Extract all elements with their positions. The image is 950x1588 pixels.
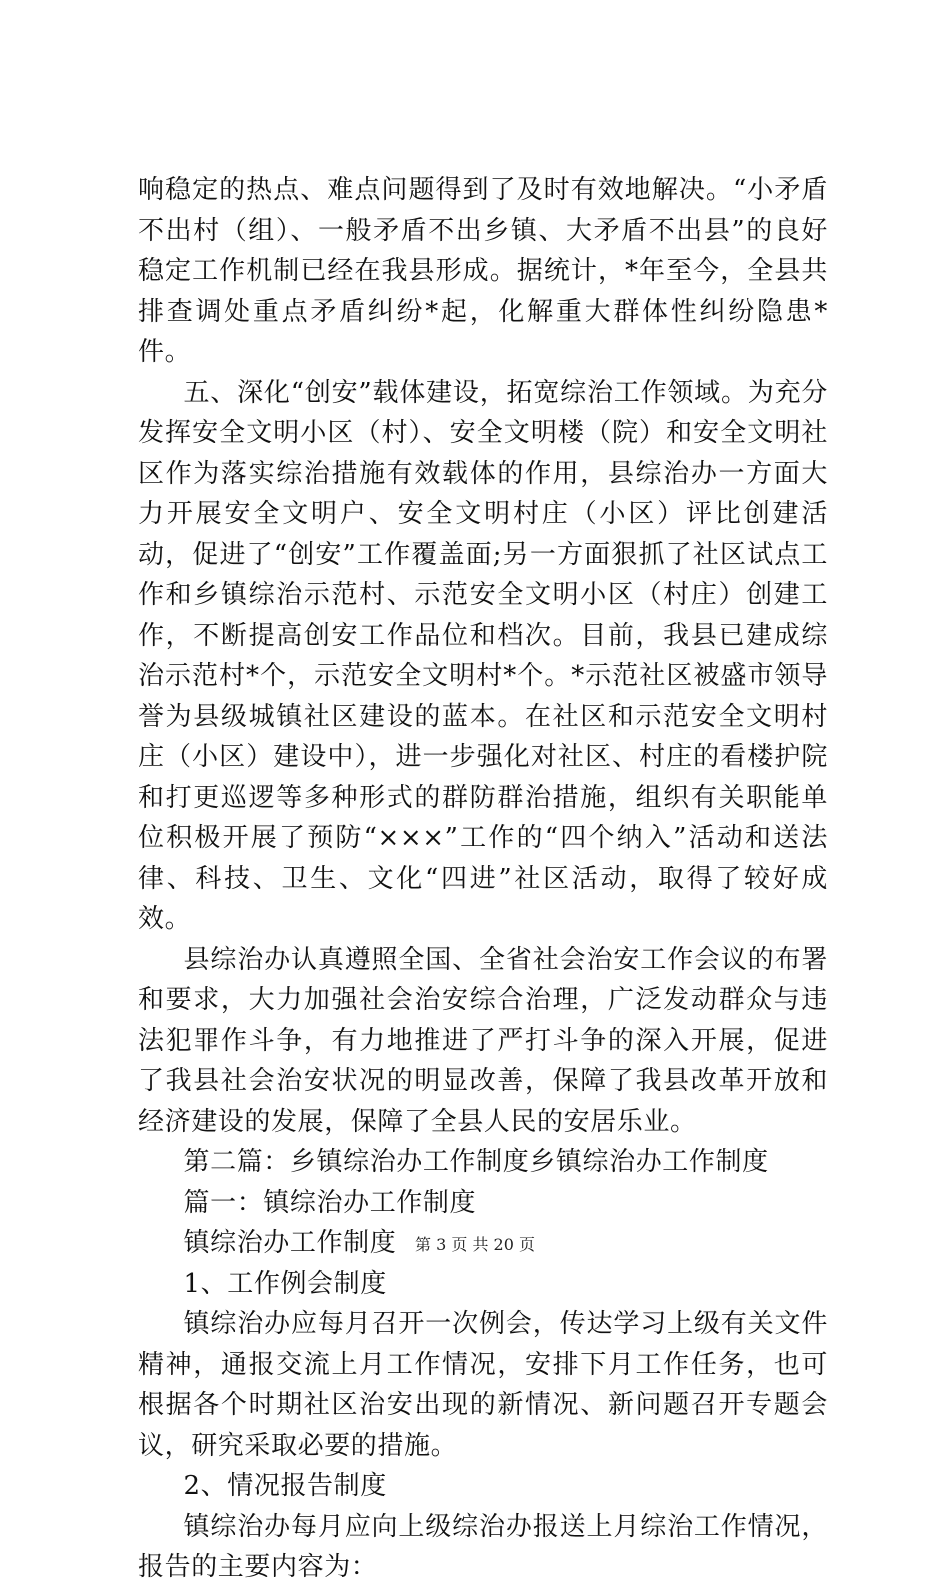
heading-chapter-one: 篇一：镇综治办工作制度 xyxy=(183,1187,477,1218)
paragraph-continuation: 响稳定的热点、难点问题得到了及时有效地解决。“小矛盾不出村（组）、一般矛盾不出乡镇、大矛盾不出县”的良好稳定工作机制已经在我县形成。据统计，*年至今，全县共排查调处重点矛盾纠纷*起，化解重大群体性纠纷隐患*件。 xyxy=(138,175,828,367)
document-body xyxy=(138,170,828,1588)
paragraph-meeting-system: 镇综治办应每月召开一次例会，传达学习上级有关文件精神，通报交流上月工作情况，安排下月工作任务，也可根据各个时期社区治安出现的新情况、新问题召开专题会议，研究采取必要的措施。 xyxy=(138,1309,828,1461)
heading-system-title: 镇综治办工作制度 xyxy=(183,1228,397,1258)
paragraph-section-five: 五、深化“创安”载体建设，拓宽综治工作领域。为充分发挥安全文明小区（村）、安全文明楼（院）和安全文明社区作为落实综治措施有效载体的作用，县综治办一方面大力开展安全文明户、安全文明村庄（小区）评比创建活动，促进了“创安”工作覆盖面;另一方面狠抓了社区试点工作和乡镇综治示范村、示范安全文明小区（村庄）创建工作，不断提高创安工作品位和档次。目前，我县已建成综治示范村*个，示范安全文明村*个。*示范社区被盛市领导誉为县级城镇社区建设的蓝本。在社区和示范安全文明村庄（小区）建设中），进一步强化对社区、村庄的看楼护院和打更巡逻等多种形式的群防群治措施，组织有关职能单位积极开展了预防“×××”工作的“四个纳入”活动和送法律、科技、卫生、文化“四进”社区活动，取得了较好成效。 xyxy=(138,377,828,934)
heading-report-system: 2、情况报告制度 xyxy=(183,1471,387,1501)
heading-part-two: 第二篇：乡镇综治办工作制度乡镇综治办工作制度 xyxy=(183,1147,769,1177)
paragraph-summary: 县综治办认真遵照全国、全省社会治安工作会议的布署和要求，大力加强社会治安综合治理，广泛发动群众与违法犯罪作斗争，有力地推进了严打斗争的深入开展，促进了我县社会治安状况的明显改善，保障了我县改革开放和经济建设的发展，保障了全县人民的安居乐业。 xyxy=(138,944,828,1137)
page-footer: 第 3 页 共 20 页 xyxy=(415,1235,535,1254)
paragraph-report-system: 镇综治办每月应向上级综治办报送上月综治工作情况，报告的主要内容为： xyxy=(138,1511,828,1582)
heading-meeting-system: 1、工作例会制度 xyxy=(183,1268,387,1299)
